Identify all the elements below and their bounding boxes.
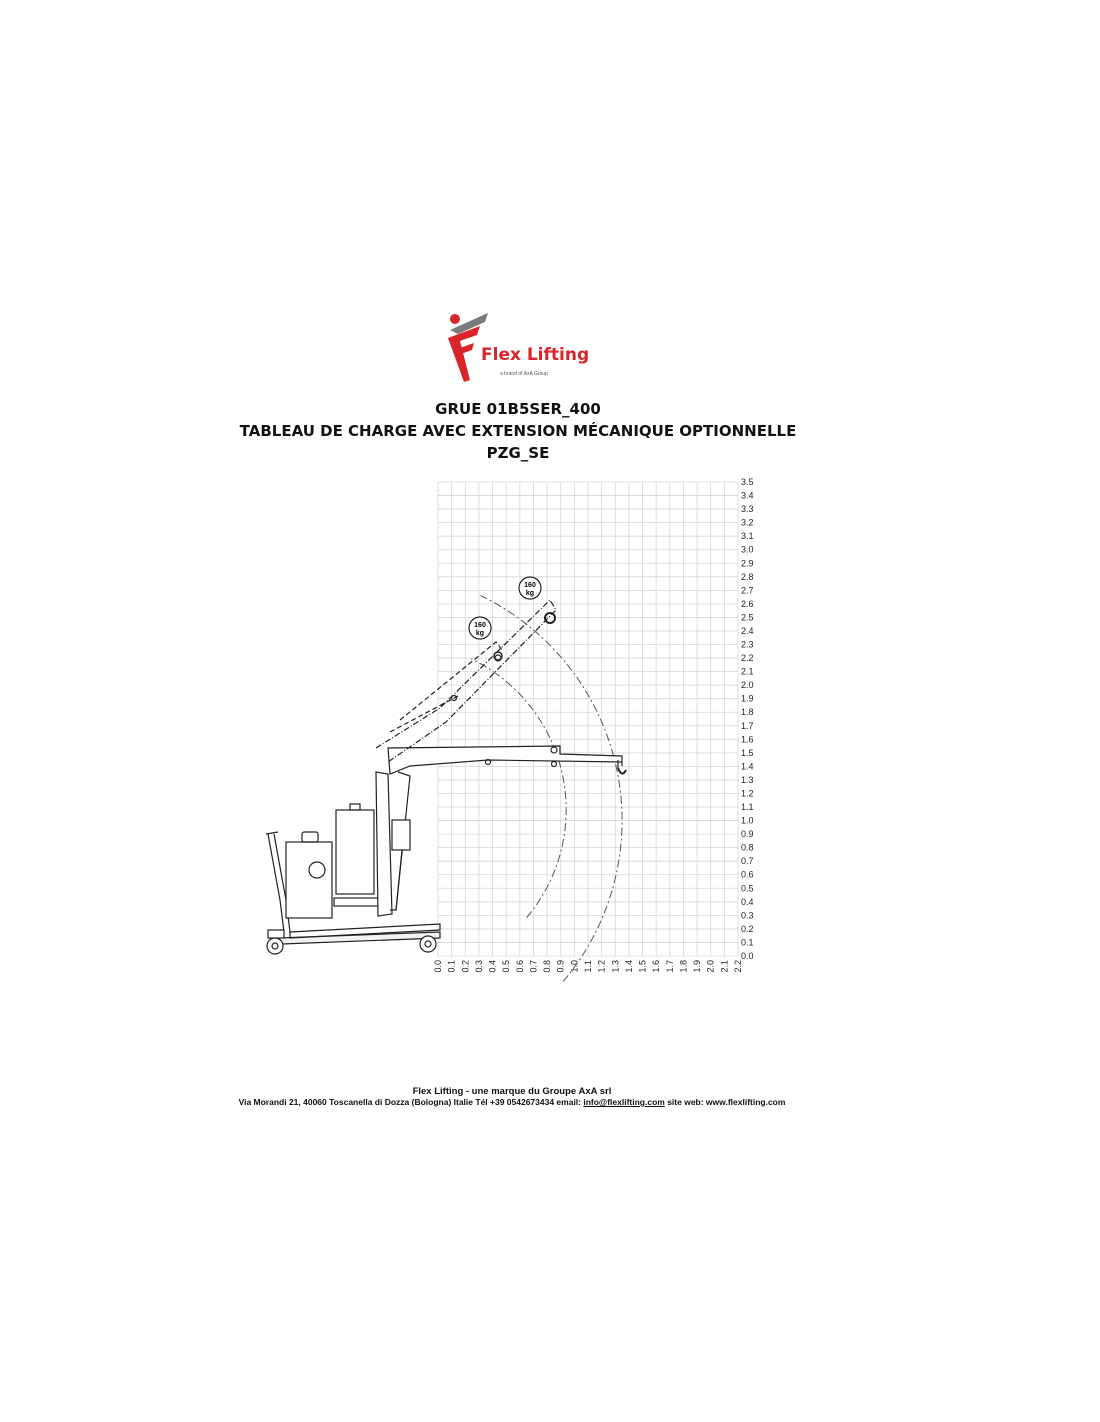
- x-tick-label: 1.5: [637, 960, 648, 973]
- x-tick-label: 2.0: [705, 960, 716, 973]
- footer-address-text: Via Morandi 21, 40060 Toscanella di Dozza (Bologna) Italie Tél +39 0542673434 email:: [238, 1097, 584, 1107]
- x-tick-label: 1.6: [651, 960, 662, 973]
- x-tick-label: 0.0: [433, 960, 443, 973]
- y-tick-label: 0.7: [741, 856, 754, 867]
- load-weight: 160: [524, 582, 536, 589]
- reach-arc: [471, 659, 566, 918]
- x-tick-label: 1.8: [678, 960, 689, 973]
- y-tick-label: 0.1: [741, 937, 754, 948]
- x-tick-label: 0.1: [446, 960, 457, 973]
- y-tick-label: 0.3: [741, 910, 754, 921]
- y-tick-labels: [741, 477, 754, 961]
- y-tick-label: 3.0: [741, 544, 754, 555]
- y-tick-label: 0.5: [741, 883, 754, 894]
- y-tick-label: 1.1: [741, 802, 754, 813]
- y-tick-label: 2.7: [741, 585, 754, 596]
- y-tick-label: 2.0: [741, 680, 754, 691]
- load-unit: kg: [475, 630, 485, 637]
- x-tick-label: 2.2: [733, 960, 743, 973]
- x-tick-label: 1.1: [583, 960, 593, 973]
- chart-grid: [438, 482, 738, 956]
- y-tick-label: 1.8: [741, 707, 754, 718]
- x-tick-label: 0.3: [473, 960, 484, 973]
- x-tick-label: 0.8: [542, 960, 553, 973]
- y-tick-label: 1.0: [741, 815, 754, 826]
- y-tick-label: 0.9: [741, 829, 754, 840]
- title-line-1: GRUE 01B5SER_400: [435, 400, 601, 418]
- x-tick-label: 1.2: [596, 960, 607, 973]
- x-tick-label: 1.3: [610, 960, 621, 973]
- y-tick-label: 2.1: [741, 666, 754, 677]
- title-line-3: PZG_SE: [486, 444, 550, 462]
- title-line-2: TABLEAU DE CHARGE AVEC EXTENSION MÉCANIQUE OPTIONNELLE: [239, 422, 797, 440]
- y-tick-label: 0.4: [741, 896, 754, 907]
- y-tick-label: 2.3: [741, 639, 754, 650]
- y-tick-label: 1.9: [741, 693, 754, 704]
- load-unit: kg: [525, 590, 535, 597]
- y-tick-label: 3.3: [741, 504, 754, 515]
- x-tick-label: 0.9: [555, 960, 566, 973]
- y-tick-label: 2.5: [741, 612, 754, 623]
- y-tick-label: 1.2: [741, 788, 754, 799]
- title-block: [0, 398, 1036, 464]
- y-tick-label: 0.0: [741, 951, 754, 961]
- footer-company: Flex Lifting - une marque du Groupe AxA srl: [412, 1086, 612, 1097]
- y-tick-label: 2.4: [741, 625, 754, 636]
- logo-name: Flex Lifting: [481, 345, 590, 365]
- x-tick-label: 1.0: [569, 960, 580, 973]
- y-tick-label: 1.5: [741, 747, 754, 758]
- y-tick-label: 1.4: [741, 761, 754, 772]
- x-tick-label: 0.2: [460, 960, 471, 973]
- x-tick-label: 1.4: [623, 960, 634, 973]
- footer: [0, 1086, 1024, 1108]
- y-tick-label: 1.7: [741, 720, 754, 731]
- x-tick-label: 0.4: [487, 960, 498, 973]
- y-tick-label: 3.2: [741, 517, 754, 528]
- y-tick-label: 1.3: [741, 774, 754, 785]
- footer-address: [0, 1097, 1024, 1108]
- load-chart: [250, 470, 770, 990]
- x-tick-label: 0.5: [501, 960, 512, 973]
- x-tick-label: 1.9: [692, 960, 703, 973]
- y-tick-label: 2.2: [741, 653, 754, 664]
- y-tick-label: 0.6: [741, 869, 754, 880]
- logo-tagline: a brand of AxA Group: [500, 371, 548, 377]
- x-tick-label: 0.7: [528, 960, 539, 973]
- footer-email-link[interactable]: info@flexlifting.com: [583, 1097, 665, 1107]
- y-tick-label: 0.2: [741, 923, 754, 934]
- x-tick-label: 1.7: [664, 960, 675, 973]
- y-tick-label: 3.5: [741, 477, 754, 487]
- reach-arcs: [471, 595, 622, 981]
- y-tick-label: 3.1: [741, 531, 754, 542]
- x-tick-labels: [433, 960, 743, 973]
- footer-website: site web: www.flexlifting.com: [664, 1097, 786, 1107]
- y-tick-label: 2.9: [741, 558, 754, 569]
- x-tick-label: 2.1: [719, 960, 730, 973]
- load-weight: 160: [474, 622, 486, 629]
- y-tick-label: 2.8: [741, 571, 754, 582]
- x-tick-label: 0.6: [514, 960, 525, 973]
- y-tick-label: 2.6: [741, 598, 754, 609]
- y-tick-label: 0.8: [741, 842, 754, 853]
- y-tick-label: 3.4: [741, 490, 754, 501]
- crane-drawing: [266, 577, 626, 954]
- y-tick-label: 1.6: [741, 734, 754, 745]
